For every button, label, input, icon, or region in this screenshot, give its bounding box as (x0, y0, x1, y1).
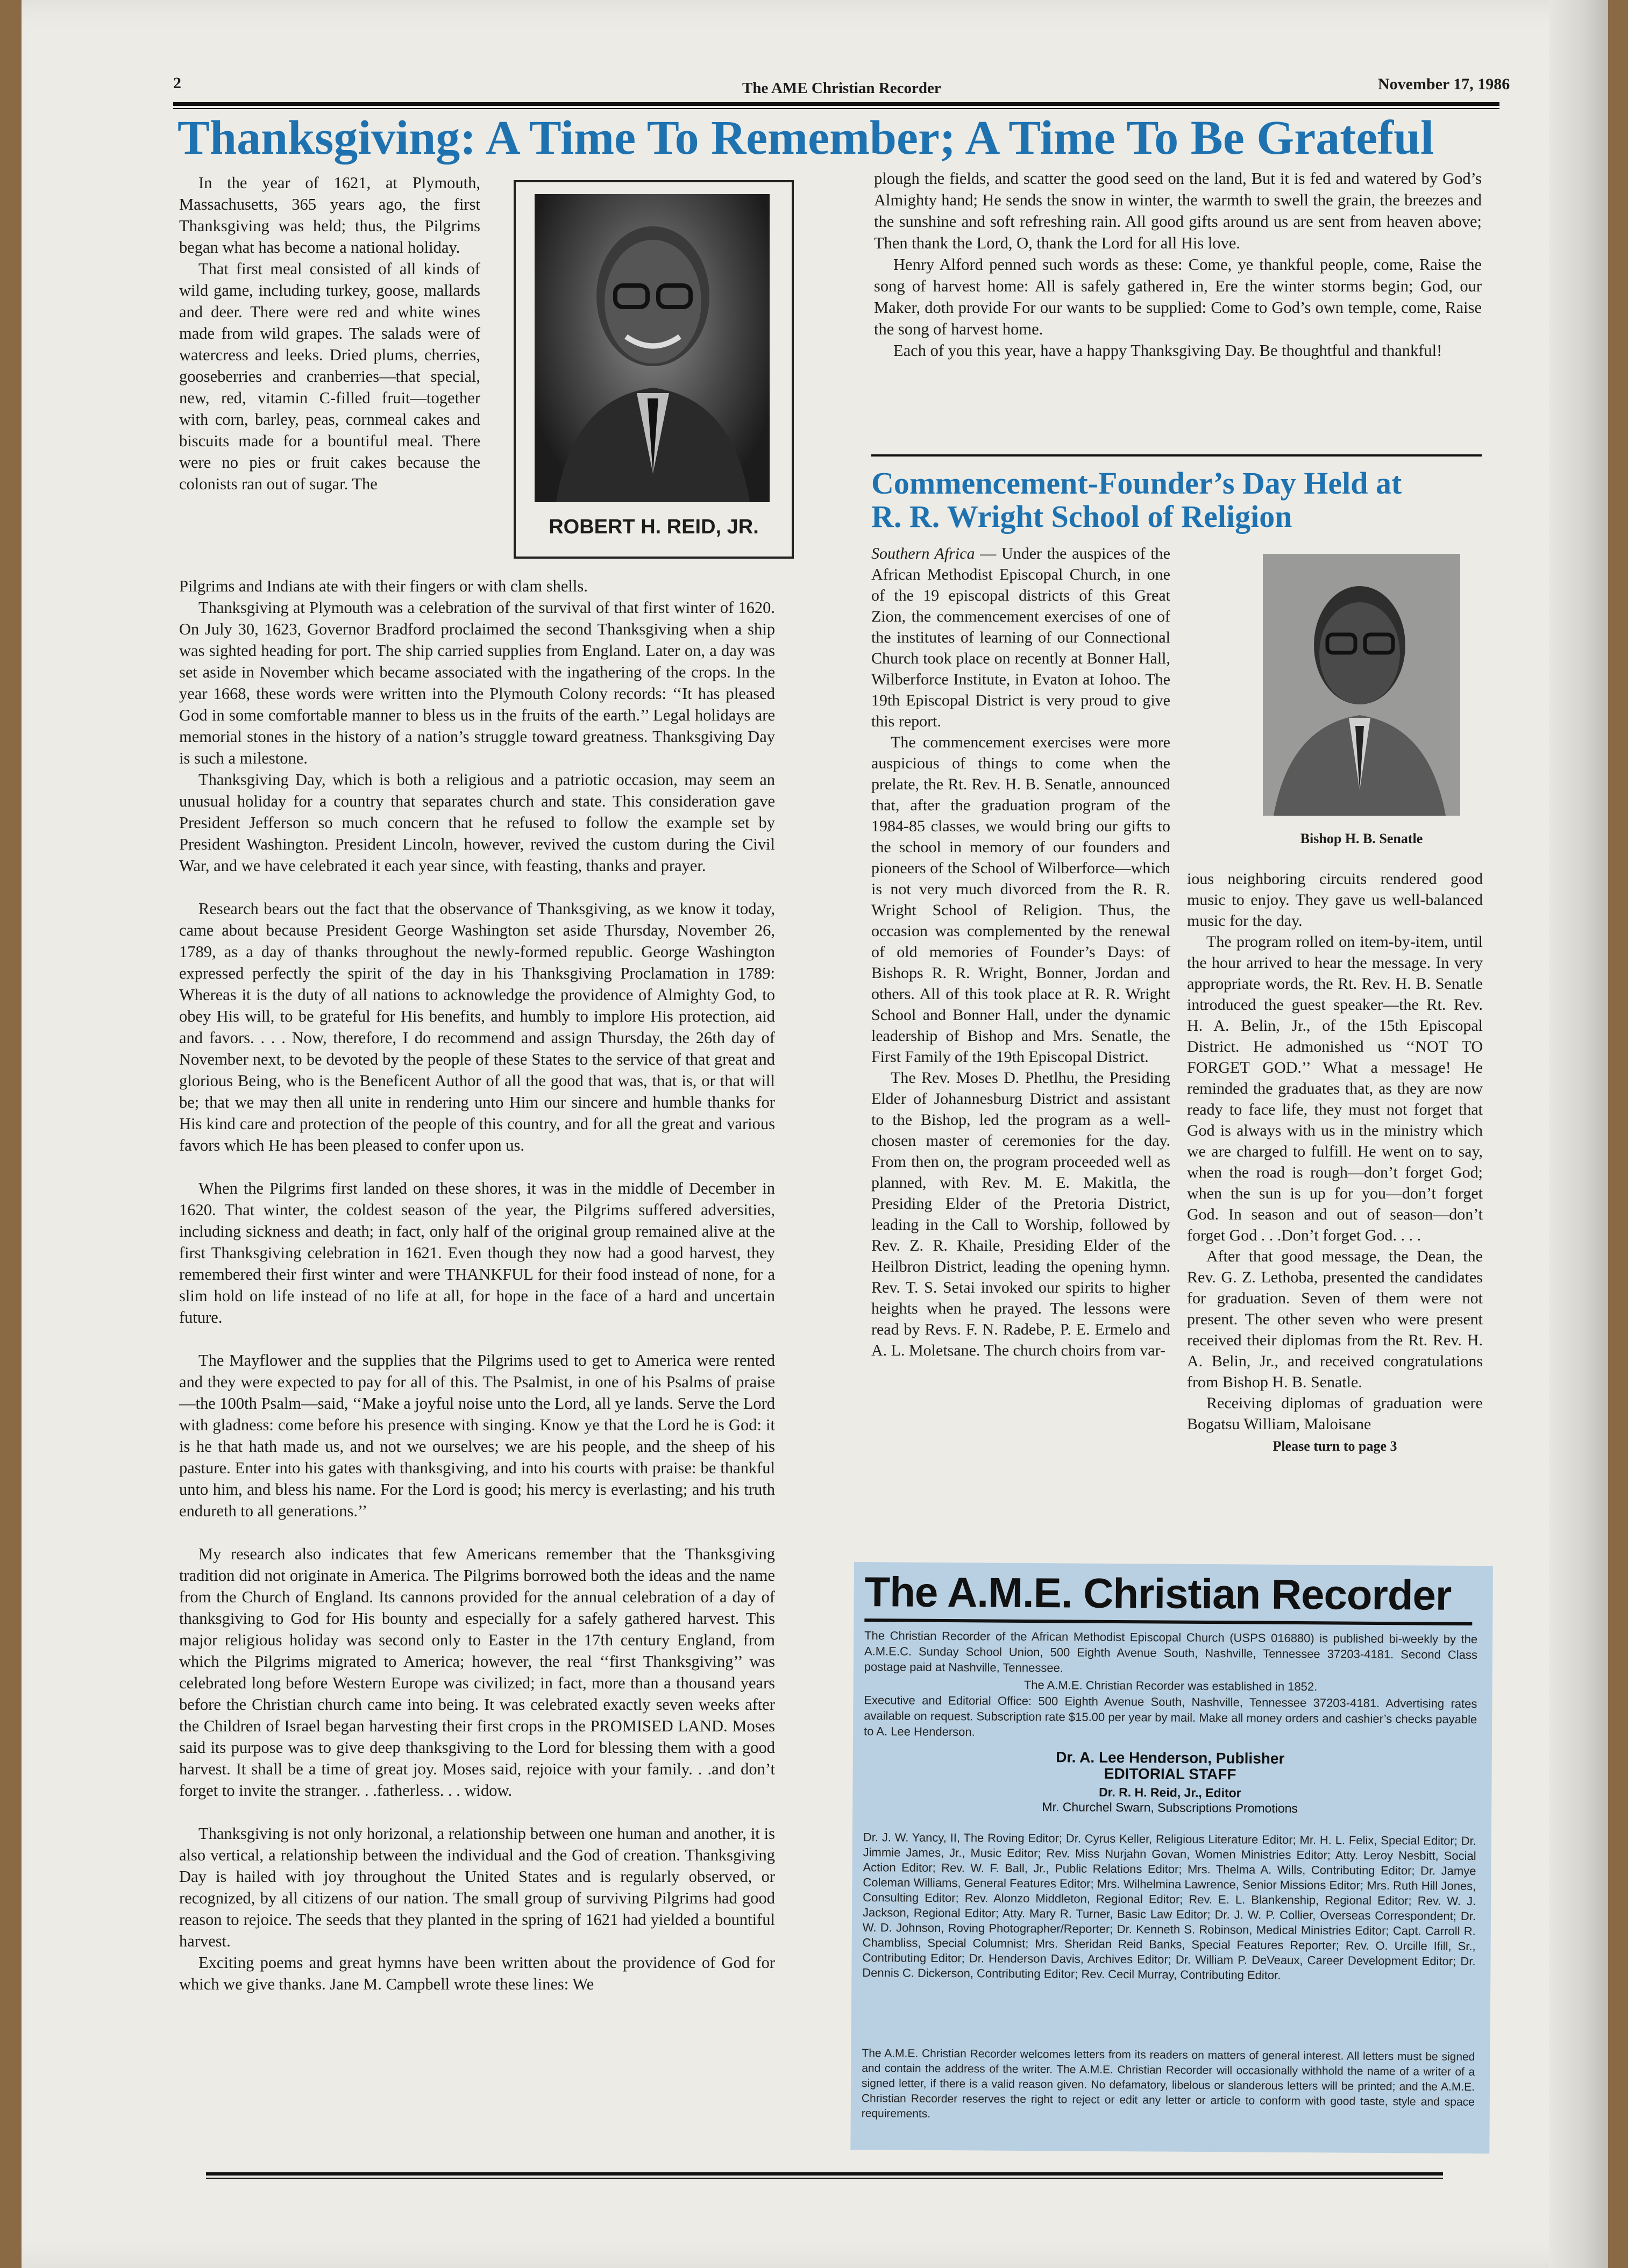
masthead-staff-heading: EDITORIAL STAFF (1104, 1765, 1236, 1783)
body-paragraph-4: Research bears out the fact that the observance of Thanksgiving, as we know it today, came about because President George Washington set aside Thursday, November 26, 1789, as a day of thanks throughout the newly-formed republic. George Washington expressed perfectly the spirit of the day in his Thanksgiving Proclamation in 1789: Whereas it is the duty of all nations to acknowledge the providence of Almighty God, to obey His will, to be grateful for His benefits, and humbly to implore His protection, aid and favors. . . . Now, therefore, I do recommend and assign Thursday, the 26th day of November next, to be devoted by the people of these States to the service of that great and glorious Being, who is the Beneficent Author of all the good that was, that is, or that will be; that we may then all unite in rendering unto Him our sincere and humble thanks for His kind care and protection of the people of this country, and for all the great and various favors which He has been pleased to confer upon us. (179, 900, 775, 1154)
body-paragraph-5: When the Pilgrims first landed on these shores, it was in the middle of December in 1620. That winter, the coldest season of the year, the Pilgrims suffered adversities, including sickness and death; in fact, only half of the original group remained alive at the first Thanksgiving celebration in 1621. Even though they now had a good harvest, they remembered their first winter and were THANKFUL for their food instead of none, for a slim hold on life instead of no life at all, for hope in the face of a hard and uncertain future. (179, 1179, 775, 1326)
bottom-rule-thin (206, 2178, 1443, 2179)
masthead-rule (864, 1618, 1472, 1625)
masthead-office: Executive and Editorial Office: 500 Eighth Avenue South, Nashville, Tennessee 37203-4181. Advertising rates available on request. Subscription rate $15.00 per year by mail. Make all money orders and cashier’s checks payable to A. Lee Henderson. (864, 1693, 1477, 1739)
bottom-rule (206, 2172, 1443, 2176)
masthead-intro-text: The Christian Recorder of the African Methodist Episcopal Church (USPS 016880) is published bi-weekly by the A.M.E.C. Sunday School Union, 500 Eighth Avenue South, Nashville, Tennessee 37203-4181. Second Class postage paid at Nashville, Tennessee. (864, 1629, 1478, 1675)
second-paragraph-6: After that good message, the Dean, the Rev. G. Z. Lethoba, presented the candidates for graduation. Seven of them were not present. The other seven who were present received their diplomas from the Rt. Rev. H. A. Belin, Jr., and received congratulations from Bishop H. B. Senatle. (1187, 1247, 1483, 1391)
body-paragraph-2: Thanksgiving at Plymouth was a celebration of the survival of that first winter of 1620. On July 30, 1623, Governor Bradford proclaimed the second Thanksgiving when a ship was sighted heading for port. The ship carried supplies from England. Later on, a day was set aside in November which became associated with the ingathering of the crops. In the year 1668, these words were written into the Plymouth Colony records: ‘‘It has pleased God in some comfortable manner to bless us in the fruits of the earth.’’ Legal holidays are memorial stones in the history of a nation’s struggle toward greatness. Thanksgiving Day is such a milestone. (179, 598, 775, 767)
second-headline-line-2: R. R. Wright School of Religion (871, 499, 1292, 534)
second-article-right-column (1187, 868, 1483, 1457)
second-article-left-column (871, 543, 1170, 1361)
second-paragraph-5: The program rolled on item-by-item, until the hour arrived to hear the message. In very appropriate words, the Rt. Rev. H. B. Senatle introduced the guest speaker—the Rt. Rev. H. A. Belin, Jr., of the 15th Episcopal District. He admonished us ‘‘NOT TO FORGET GOD.’’ What a message! He reminded the graduates that, as they are now ready to face life, they must not forget that God is always with us in the ministry which we are charged to fulfill. He went on to say, when the road is rough—don’t forget God; when the sun is up for you—don’t forget God. In season and out of season—don’t forget God . . .Don’t forget God. . . . (1187, 933, 1483, 1244)
body-paragraph-9: Exciting poems and great hymns have been written about the providence of God for which we give thanks. Jane M. Campbell wrote these lines: We (179, 1953, 775, 1993)
reid-photo-caption: ROBERT H. REID, JR. (549, 516, 759, 538)
masthead-established: The A.M.E. Christian Recorder was established in 1852. (1023, 1678, 1318, 1694)
second-paragraph-7: Receiving diplomas of graduation were Bogatsu William, Maloisane (1187, 1394, 1483, 1433)
article-continuation (874, 168, 1482, 361)
reid-photo-frame (514, 180, 794, 559)
second-paragraph-3: The Rev. Moses D. Phetlhu, the Presiding Elder of Johannesburg District and assistant to the Bishop, led the program as a well-chosen master of ceremonies for the day. From then on, the program proceeded well as planned, with Rev. M. E. Makitla, the Presiding Elder of the Pretoria District, leading in the Call to Worship, followed by Rev. Z. R. Khaile, Presiding Elder of the Heilbron District, leading the opening hymn. Rev. T. S. Setai invoked our spirits to higher heights when he prayed. The lessons were read by Revs. F. N. Radebe, P. E. Ermelo and A. L. Moletsane. The church choirs from var- (871, 1069, 1170, 1359)
issue-date: November 17, 1986 (1378, 75, 1510, 93)
masthead-title: The A.M.E. Christian Recorder (864, 1568, 1452, 1619)
intro-paragraph-1: In the year of 1621, at Plymouth, Massachusetts, 365 years ago, the first Thanksgiving was held; thus, the Pilgrims began what has become a national holiday. (179, 174, 480, 256)
article-divider (871, 454, 1482, 457)
publication-name: The AME Christian Recorder (742, 80, 941, 97)
second-paragraph-2: The commencement exercises were more auspicious of things to come when the prelate, the Rt. Rev. H. B. Senatle, announced that, after the graduation program of the 1984-85 classes, we would bring our gifts to the school in memory of our founders and pioneers of the School of Wilberforce—which is not very much divorced from the R. R. Wright School of Religion. Thus, the occasion was complemented by the renewal of old memories of Founder’s Days: of Bishops R. R. Wright, Bonner, Jordan and others. All of this took place at R. R. Wright School and Bonner Hall, under the dynamic leadership of Bishop and Mrs. Senatle, the First Family of the 19th Episcopal District. (871, 733, 1170, 1066)
dateline: Southern Africa (871, 545, 975, 562)
body-paragraph-7: My research also indicates that few Americans remember that the Thanksgiving tradition did not originate in America. The Pilgrims borrowed both the ideas and the name from the Church of England. Its cannons provided for the annual celebration of a day of thanksgiving to God for His bounty and especially for a safely gathered harvest. This major religious holiday was second only to Easter in the 17th century England, from which the Pilgrims migrated to America; however, the real ‘‘first Thanksgiving’’ was celebrated long before Western Europe was civilized; in fact, more than a thousand years before the Christian church came into being. It was celebrated exactly seven weeks after the Children of Israel began harvesting their first crops in the PROMISED LAND. Moses said its purpose was to give deep thanksgiving to the Lord for blessing them with a good harvest. It shall be a time of great joy. Moses said, rejoice with your family. . .and don’t forget to invite the stranger. . .fatherless. . . widow. (179, 1545, 775, 1800)
body-paragraph-6: The Mayflower and the supplies that the Pilgrims used to get to America were rented and they were expected to pay for all of this. The Psalmist, in one of his Psalms of praise—the 100th Psalm—said, ‘‘Make a joyful noise unto the Lord, all ye lands. Serve the Lord with gladness: come before his presence with singing. Know ye that the Lord he is God: it is he that hath made us, and not we ourselves; we are his people, and the sheep of his pasture. Enter into his gates with thanksgiving, and into his courts with praise: be thankful unto him, and bless his name. For the Lord is good; his mercy is everlasting; and his truth endureth to all generations.’’ (179, 1351, 775, 1520)
page-number: 2 (173, 74, 181, 92)
masthead-publisher: Dr. A. Lee Henderson, Publisher (1056, 1749, 1285, 1767)
masthead-intro (864, 1628, 1478, 1678)
main-article-body (179, 575, 775, 1995)
jump-line: Please turn to page 3 (1272, 1438, 1397, 1454)
reid-portrait-photo (535, 194, 770, 502)
second-headline (871, 467, 1490, 533)
main-headline: Thanksgiving: A Time To Remember; A Time To Be Grateful (177, 111, 1434, 165)
continuation-paragraph-2: Henry Alford penned such words as these: Come, ye thankful people, come, Raise the song of harvest home: All is safely gathered in, Ere the winter storms begin; God, our Maker, doth provide For our wants to be supplied: Come to God’s own temple, come, Raise the song of harvest home. (874, 255, 1482, 338)
portrait-icon (1263, 554, 1460, 816)
masthead-subscriptions: Mr. Churchel Swarn, Subscriptions Promotions (1042, 1800, 1298, 1816)
masthead-staff-list: Dr. J. W. Yancy, II, The Roving Editor; Dr. Cyrus Keller, Religious Literature Editor; Mr. H. L. Felix, Special Editor; Dr. Jimmie James, Jr., Music Editor; Rev. Miss Nurjahn Govan, Women Ministries Editor; Atty. Leroy Nesbitt, Social Action Editor; Rev. W. F. Ball, Jr., Public Relations Editor; Mrs. Thelma A. Wills, Contributing Editor; Dr. Jamye Coleman Williams, General Features Editor; Mrs. Wilhelmina Lawrence, Senior Missions Editor; Mrs. Ruth Hill Jones, Consulting Editor; Rev. Alonzo Middleton, Regional Editor; Rev. E. L. Blankenship, Regional Editor; Rev. W. J. Jackson, Regional Editor; Atty. Mary R. Turner, Basic Law Editor; Dr. J. W. P. Collier, Overseas Correspondent; Dr. W. D. Johnson, Roving Photographer/Reporter; Dr. Kenneth S. Robinson, Medical Ministries Editor; Capt. Carroll R. Chambliss, Special Columnist; Mrs. Sheridan Reid Banks, Special Features Reporter; Rev. O. Urcille Ifill, Sr., Contributing Editor; Dr. Henderson Davis, Archives Editor; Dr. William P. DeVeaux, Career Development Editor; Dr. Dennis C. Dickerson, Contributing Editor; Rev. Cecil Murray, Contributing Editor. (862, 1830, 1476, 1982)
masthead-box (850, 1562, 1493, 2153)
body-paragraph-8: Thanksgiving is not only horizonal, a relationship between one human and another, it is also vertical, a relationship between the individual and the God of creation. Thanksgiving Day is hailed with joy throughout the United States and is regularly observed, or recognized, by all citizens of our nation. The small group of surviving Pilgrims had good reason to rejoice. The seeds that they planted in the spring of 1621 had yielded a bountiful harvest. (179, 1824, 775, 1950)
intro-column (179, 172, 480, 495)
top-rule (173, 102, 1499, 106)
bishop-portrait-photo (1263, 554, 1460, 816)
masthead-letters-policy: The A.M.E. Christian Recorder welcomes letters from its readers on matters of general interest. All letters must be signed and contain the address of the writer. The A.M.E. Christian Recorder will occasionally withhold the name of a writer of a signed letter, if there is a valid reason given. No defamatory, libelous or slanderous letters will be printed; and the A.M.E. Christian Recorder reserves the right to reject or edit any letter or article to conform with good taste, style and space requirements. (861, 2047, 1475, 2120)
intro-paragraph-2: That first meal consisted of all kinds of wild game, including turkey, goose, mallards and deer. There were red and white wines made from wild grapes. The salads were of watercress and leeks. Dried plums, cherries, gooseberries and cranberries—that special, new, red, vitamin C-filled fruit—together with corn, barley, peas, cornmeal cakes and biscuits made for a bountiful meal. There were no pies or fruit cakes because the colonists ran out of sugar. The (179, 260, 480, 493)
body-paragraph-1: Pilgrims and Indians ate with their fingers or with clam shells. (179, 577, 588, 595)
masthead-editor: Dr. R. H. Reid, Jr., Editor (1099, 1785, 1241, 1800)
continuation-paragraph-3: Each of you this year, have a happy Thanksgiving Day. Be thoughtful and thankful! (893, 341, 1442, 360)
second-paragraph-4: ious neighboring circuits rendered good music to enjoy. They gave us well-balanced music for the day. (1187, 870, 1483, 930)
second-paragraph-1: — Under the auspices of the African Methodist Episcopal Church, in one of the 19 episcopal districts of this Great Zion, the commencement exercises of one of the institutes of learning of our Connectional Church took place on recently at Bonner Hall, Wilberforce Institute, in Evaton at Iohoo. The 19th Episcopal District is very proud to give this report. (871, 545, 1170, 730)
second-headline-line-1: Commencement-Founder’s Day Held at (871, 466, 1402, 501)
continuation-paragraph-1: plough the fields, and scatter the good seed on the land, But it is fed and watered by God’s Almighty hand; He sends the snow in winter, the warmth to swell the grain, the breezes and the sunshine and soft refreshing rain. All good gifts around us are sent from heaven above; Then thank the Lord, O, thank the Lord for all His love. (874, 169, 1482, 252)
bishop-photo-caption: Bishop H. B. Senatle (1300, 831, 1423, 846)
portrait-icon (535, 194, 770, 502)
page-fold (1549, 0, 1608, 2268)
body-paragraph-3: Thanksgiving Day, which is both a religious and a patriotic occasion, may seem an unusual holiday for a country that separates church and state. This consideration gave President Jefferson so much concern that he refused to follow the example set by President Washington. President Lincoln, however, revived the custom during the Civil War, and we have celebrated it each year since, with feasting, thanks and prayer. (179, 771, 775, 875)
top-rule-thin (173, 108, 1499, 109)
